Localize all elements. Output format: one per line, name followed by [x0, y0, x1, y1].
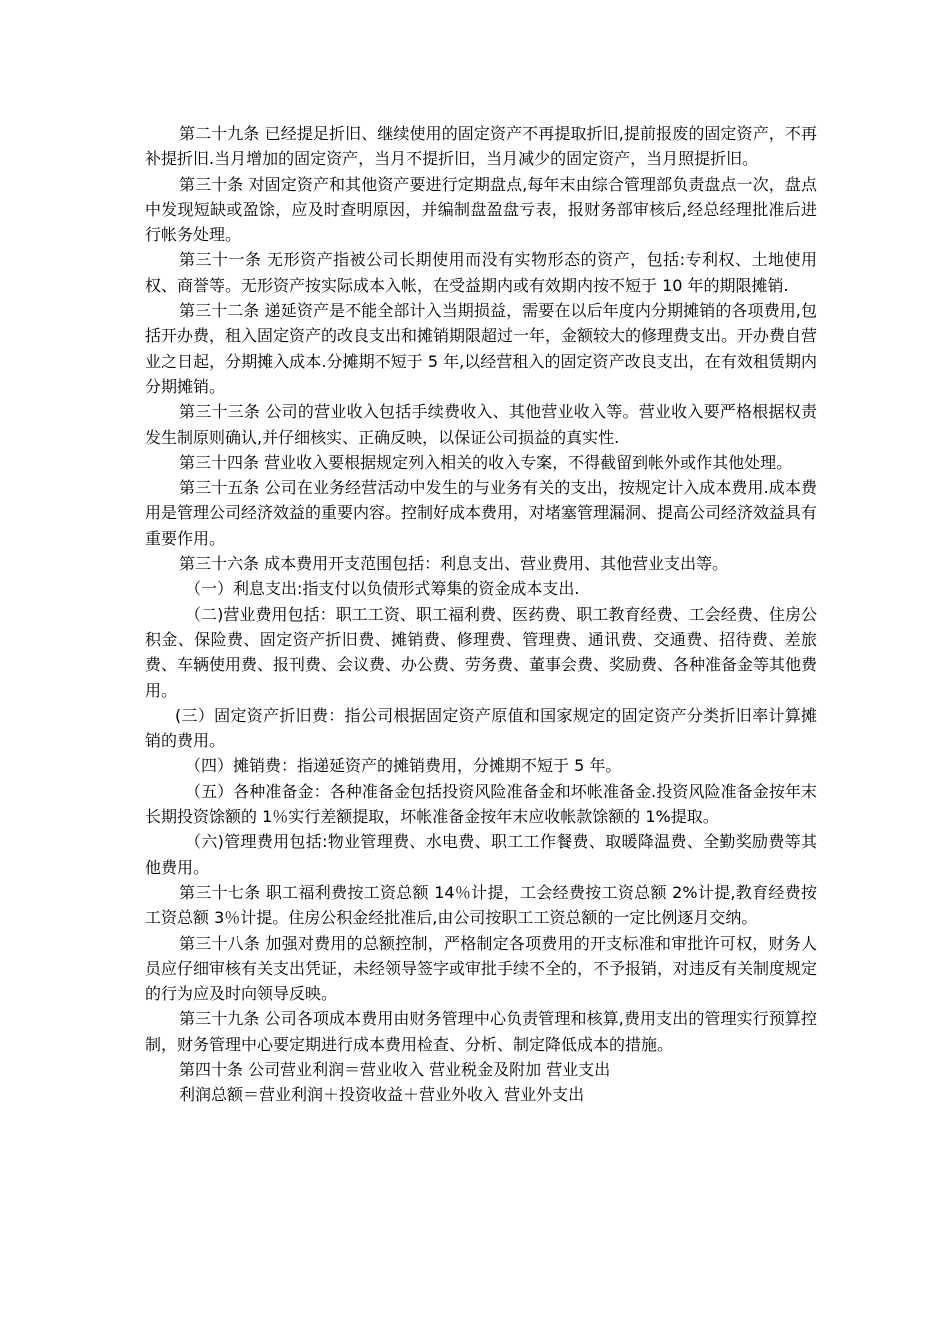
article-39: 第三十九条 公司各项成本费用由财务管理中心负责管理和核算,费用支出的管理实行预算控制，财务管理中心要定期进行成本费用检查、分析、制定降低成本的措施。: [145, 1009, 817, 1054]
article-36-item-2: （二)营业费用包括：职工工资、职工福利费、医药费、职工教育经费、工会经费、住房公积金、保险费、固定资产折旧费、摊销费、修理费、管理费、通讯费、交通费、招待费、差旅费、车辆使用费、报刊费、会议费、办公费、劳务费、董事会费、奖励费、各种准备金等其他费用。: [145, 604, 818, 700]
article-34: 第三十四条 营业收入要根据规定列入相关的收入专案，不得截留到帐外或作其他处理。: [179, 452, 793, 472]
article-36-item-1: （一）利息支出:指支付以负债形式筹集的资金成本支出.: [185, 579, 580, 599]
article-31: 第三十一条 无形资产指被公司长期使用而没有实物形态的资产，包括:专利权、土地使用权、商誉等。无形资产按实际成本入帐，在受益期内或有效期内按不短于 10 年的期限摊销.: [145, 250, 817, 295]
article-36: 第三十六条 成本费用开支范围包括：利息支出、营业费用、其他营业支出等。: [179, 554, 729, 574]
article-35: 第三十五条 公司在业务经营活动中发生的与业务有关的支出，按规定计入成本费用.成本费用是管理公司经济效益的重要内容。控制好成本费用，对堵塞管理漏洞、提高公司经济效益具有重要作用。: [145, 478, 818, 548]
article-36-item-4: （四）摊销费：指递延资产的摊销费用，分摊期不短于 5 年。: [185, 756, 622, 776]
document-body: [145, 121, 817, 1108]
total-profit-formula: 利润总额＝营业利润＋投资收益＋营业外收入 营业外支出: [179, 1085, 585, 1105]
article-33: 第三十三条 公司的营业收入包括手续费收入、其他营业收入等。营业收入要严格根据权责发生制原则确认,并仔细核实、正确反映，以保证公司损益的真实性.: [145, 402, 817, 447]
article-37: 第三十七条 职工福利费按工资总额 14％计提，工会经费按工资总额 2%计提,教育经费按工资总额 3％计提。住房公积金经批准后,由公司按职工工资总额的一定比例逐月交纳。: [145, 882, 817, 928]
article-36-item-3: (三）固定资产折旧费：指公司根据固定资产原值和国家规定的固定资产分类折旧率计算摊销的费用。: [145, 705, 817, 751]
article-40: 第四十条 公司营业利润＝营业收入 营业税金及附加 营业支出: [179, 1059, 611, 1079]
article-38: 第三十八条 加强对费用的总额控制，严格制定各项费用的开支标准和审批许可权，财务人员应仔细审核有关支出凭证，未经领导签字或审批手续不全的，不予报销，对违反有关制度规定的行为应及时向领导反映。: [145, 933, 818, 1004]
article-36-item-6: （六)管理费用包括:物业管理费、水电费、职工工作餐费、取暖降温费、全勤奖励费等其他费用。: [145, 832, 817, 877]
article-36-item-5: （五）各种准备金：各种准备金包括投资风险准备金和坏帐准备金.投资风险准备金按年末长期投资馀额的 1％实行差额提取，坏帐准备金按年末应收帐款馀额的 1%提取。: [145, 781, 817, 827]
article-32: 第三十二条 递延资产是不能全部计入当期损益，需要在以后年度内分期摊销的各项费用,包括开办费，租入固定资产的改良支出和摊销期限超过一年，金额较大的修理费支出。开办费自营业之日起，分期摊入成本.分摊期不短于 5 年,以经营租入的固定资产改良支出，在有效租赁期内分期摊销。: [145, 301, 818, 396]
article-30: 第三十条 对固定资产和其他资产要进行定期盘点,每年末由综合管理部负责盘点一次，盘点中发现短缺或盈馀，应及时查明原因，并编制盘盈盘亏表，报财务部审核后,经总经理批准后进行帐务处理。: [145, 174, 817, 245]
article-29: 第二十九条 已经提足折旧、继续使用的固定资产不再提取折旧,提前报废的固定资产，不再补提折旧.当月增加的固定资产，当月不提折旧，当月减少的固定资产，当月照提折旧。: [145, 124, 817, 169]
